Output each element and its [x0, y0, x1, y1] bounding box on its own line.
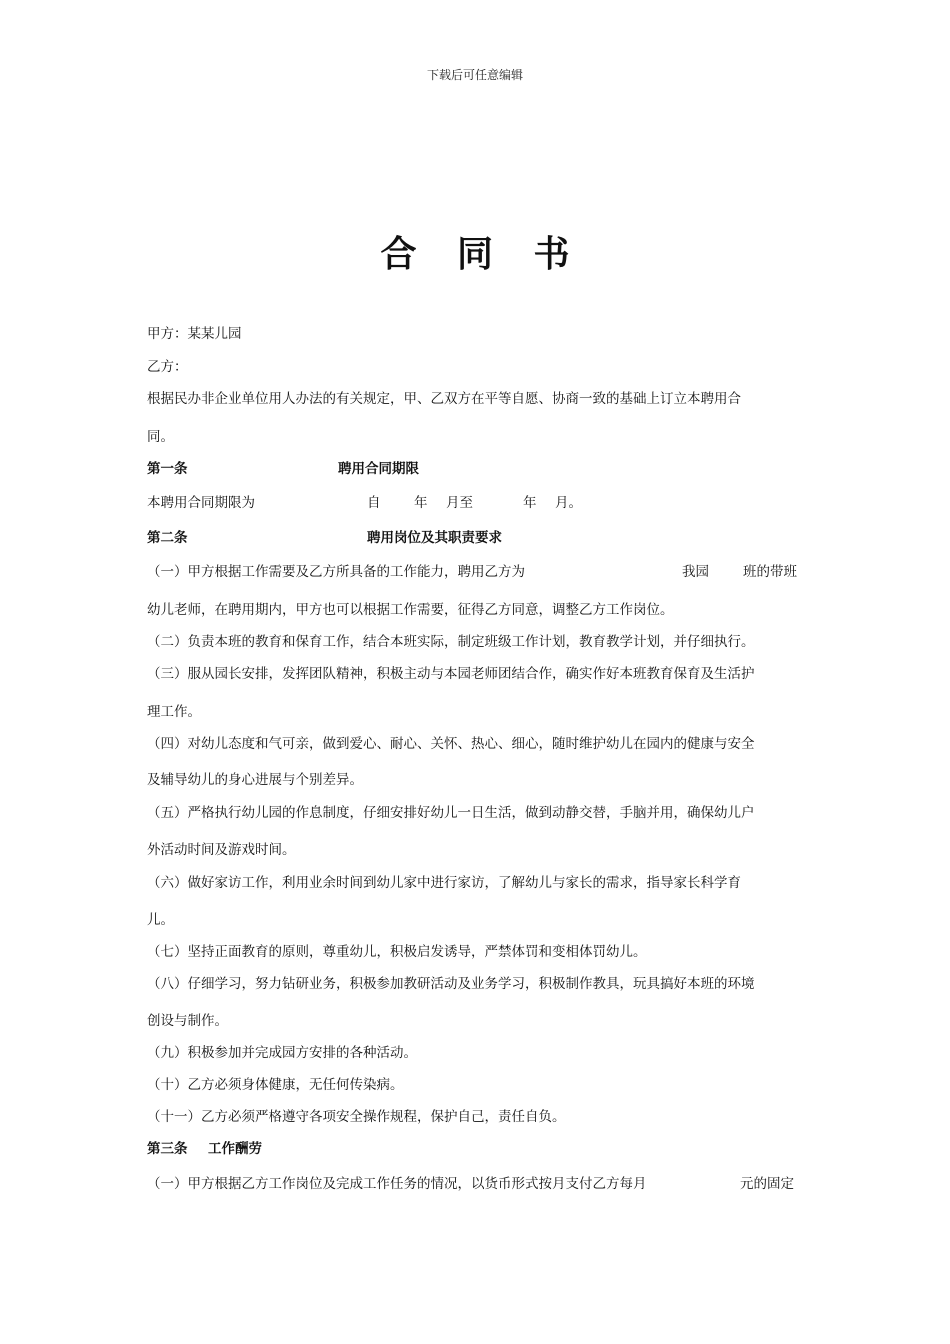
- article2-item3-line1: （三）服从园长安排，发挥团队精神，积极主动与本园老师团结合作，确实作好本班教育保育及生活护: [147, 666, 755, 682]
- document-title: 合 同 书: [380, 233, 584, 275]
- term-month-to: 月至: [446, 495, 473, 511]
- article2-item4-line1: （四）对幼儿态度和气可亲，做到爱心、耐心、关怀、热心、细心，随时维护幼儿在园内的健康与安全: [147, 736, 755, 752]
- article2-item5-line2: 外活动时间及游戏时间。: [147, 842, 296, 858]
- article2-item8-line2: 创设与制作。: [147, 1013, 228, 1029]
- article3-title: 工作酬劳: [208, 1141, 262, 1157]
- intro-line-1: 根据民办非企业单位用人办法的有关规定，甲、乙双方在平等自愿、协商一致的基础上订立本聘用合: [147, 391, 741, 407]
- article2-item2: （二）负责本班的教育和保育工作，结合本班实际，制定班级工作计划，教育教学计划，并仔细执行。: [147, 634, 755, 650]
- article2-item6-line2: 儿。: [147, 912, 174, 928]
- article2-item11: （十一）乙方必须严格遵守各项安全操作规程，保护自己，责任自负。: [147, 1109, 566, 1125]
- party-a: 甲方：某某儿园: [147, 326, 242, 342]
- item1-class-teacher: 班的带班: [743, 564, 797, 580]
- article2-title: 聘用岗位及其职责要求: [367, 530, 502, 546]
- item1-our-kindergarten: 我园: [682, 564, 709, 580]
- article2-item8-line1: （八）仔细学习，努力钻研业务，积极参加教研活动及业务学习，积极制作教具，玩具搞好本班的环境: [147, 976, 755, 992]
- term-month-2: 月。: [555, 495, 582, 511]
- term-year-1: 年: [414, 495, 428, 511]
- article2-item4-line2: 及辅导幼儿的身心进展与个别差异。: [147, 772, 363, 788]
- article2-item5-line1: （五）严格执行幼儿园的作息制度，仔细安排好幼儿一日生活，做到动静交替，手脑并用，确保幼儿户: [147, 805, 755, 821]
- article1-number: 第一条: [147, 461, 188, 477]
- article1-title: 聘用合同期限: [338, 461, 419, 477]
- article3-number: 第三条: [147, 1141, 188, 1157]
- intro-line-2: 同。: [147, 429, 174, 445]
- header-note: 下载后可任意编辑: [426, 68, 523, 82]
- article2-item10: （十）乙方必须身体健康，无任何传染病。: [147, 1077, 404, 1093]
- article2-number: 第二条: [147, 530, 188, 546]
- term-year-2: 年: [523, 495, 537, 511]
- term-from: 自: [367, 495, 381, 511]
- article2-item1-line2: 幼儿老师，在聘用期内，甲方也可以根据工作需要，征得乙方同意，调整乙方工作岗位。: [147, 602, 674, 618]
- article3-item1-text: （一）甲方根据乙方工作岗位及完成工作任务的情况，以货币形式按月支付乙方每月: [147, 1176, 647, 1192]
- article2-item7: （七）坚持正面教育的原则，尊重幼儿，积极启发诱导，严禁体罚和变相体罚幼儿。: [147, 944, 647, 960]
- article2-item6-line1: （六）做好家访工作，利用业余时间到幼儿家中进行家访，了解幼儿与家长的需求，指导家长科学育: [147, 875, 741, 891]
- article2-item3-line2: 理工作。: [147, 704, 201, 720]
- article3-item1-fixed: 元的固定: [740, 1176, 794, 1192]
- term-prefix: 本聘用合同期限为: [147, 495, 255, 511]
- party-b: 乙方：: [147, 359, 188, 375]
- article2-item9: （九）积极参加并完成园方安排的各种活动。: [147, 1045, 417, 1061]
- item1-text: （一）甲方根据工作需要及乙方所具备的工作能力，聘用乙方为: [147, 564, 525, 580]
